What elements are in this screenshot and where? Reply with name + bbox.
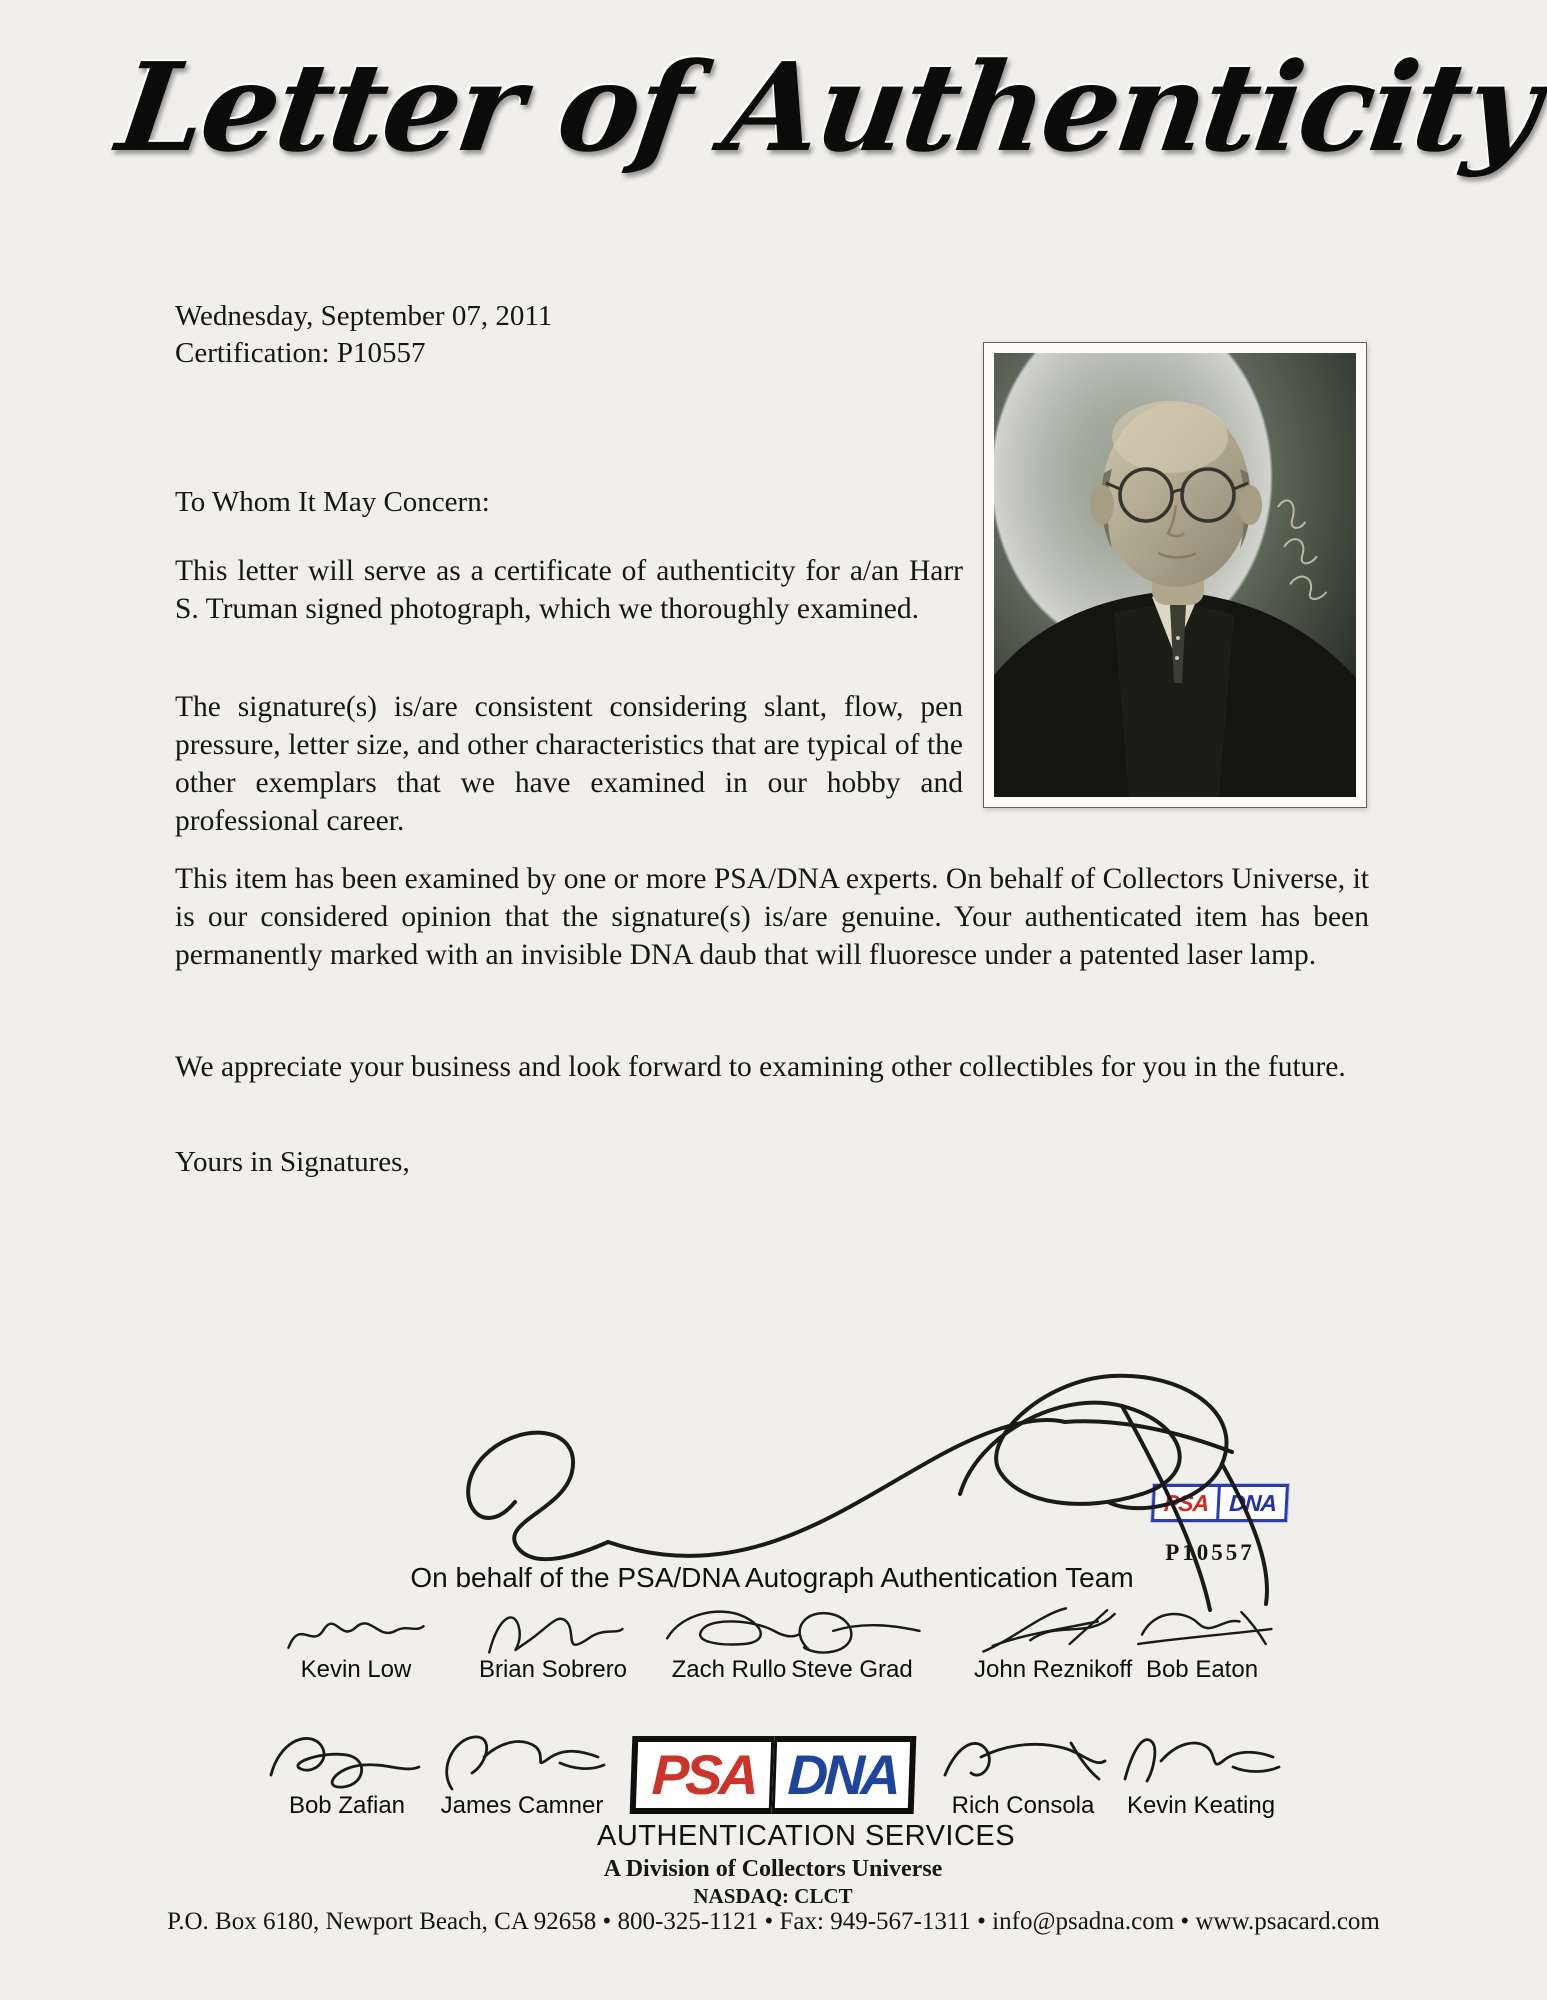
page-title: Letter of Authenticity xyxy=(109,35,1547,179)
team-member-james-camner xyxy=(427,1722,617,1820)
team-member-kevin-keating xyxy=(1106,1722,1296,1820)
member-name-label: Kevin Low xyxy=(300,1656,412,1683)
psa-dna-logo xyxy=(597,1736,949,1814)
member-signature-scribble xyxy=(933,1722,1113,1796)
date-certification-block xyxy=(175,298,552,372)
member-signature-scribble xyxy=(1127,1598,1277,1660)
collectors-universe-division-label: A Division of Collectors Universe xyxy=(603,1856,943,1882)
date-line: Wednesday, September 07, 2011 xyxy=(175,300,553,332)
member-name-label: Rich Consola xyxy=(951,1792,1095,1819)
team-member-kevin-low xyxy=(281,1598,431,1684)
stamp-cert-number: P10557 xyxy=(1165,1540,1255,1565)
closing-line: Yours in Signatures, xyxy=(175,1146,410,1178)
member-name-label: Bob Zafian xyxy=(288,1792,406,1819)
psa-dna-logo-block xyxy=(597,1736,1016,1909)
footer-contact-line: P.O. Box 6180, Newport Beach, CA 92658 • 800-325-1121 • Fax: 949-567-1311 • info@psadna.com • www.psacard.com xyxy=(167,1908,1380,1935)
certification-line: Certification: P10557 xyxy=(175,337,426,369)
member-signature-scribble xyxy=(974,1598,1124,1660)
team-member-bob-eaton xyxy=(1127,1598,1277,1684)
on-behalf-line: On behalf of the PSA/DNA Autograph Authentication Team xyxy=(410,1562,1134,1593)
team-member-rich-consola xyxy=(928,1722,1118,1820)
member-signature-scribble xyxy=(478,1598,628,1660)
member-signature-scribble xyxy=(281,1598,431,1660)
psa-dna-stamp xyxy=(1151,1484,1289,1522)
paragraph-examination-opinion: This item has been examined by one or more PSA/DNA experts. On behalf of Collectors Universe, it is our considered opinion that the signature(s) is/are genuine. Your authenticated item has been permanently marked with an invisible DNA daub that will fluoresce under a patented laser lamp. xyxy=(175,863,1369,971)
logo-psa-label: PSA xyxy=(630,1736,775,1814)
paragraph-thank-you: We appreciate your business and look forward to examining other collectibles for you in the future. xyxy=(175,1051,1346,1083)
member-signature-scribble xyxy=(1111,1722,1291,1796)
team-member-brian-sobrero xyxy=(478,1598,628,1684)
stamp-psa-label: PSA xyxy=(1154,1487,1221,1519)
nasdaq-label: NASDAQ: CLCT xyxy=(693,1884,853,1908)
truman-portrait-photo xyxy=(983,342,1367,808)
member-name-label: Bob Eaton xyxy=(1145,1656,1259,1683)
member-name-label: James Camner xyxy=(440,1792,604,1819)
member-name-label: Steve Grad xyxy=(791,1656,913,1683)
truman-portrait-illustration xyxy=(994,353,1356,797)
salutation-line: To Whom It May Concern: xyxy=(175,486,490,518)
authentication-services-label: AUTHENTICATION SERVICES xyxy=(597,1820,1016,1852)
member-signature-scribble xyxy=(257,1722,437,1796)
member-signature-scribble xyxy=(432,1722,612,1796)
member-name-label: Kevin Keating xyxy=(1126,1792,1276,1819)
logo-dna-label: DNA xyxy=(772,1736,917,1814)
member-name-label: Zach Rullo xyxy=(671,1656,787,1683)
team-member-john-reznikoff xyxy=(974,1598,1133,1684)
stamp-dna-label: DNA xyxy=(1228,1490,1277,1516)
member-name-label: John Reznikoff xyxy=(974,1656,1133,1683)
member-signature-scribble xyxy=(777,1598,927,1660)
paragraph-certificate: This letter will serve as a certificate of authenticity for a/an Harr S. Truman signed photograph, which we thoroughly examined. xyxy=(175,555,963,625)
member-name-label: Brian Sobrero xyxy=(478,1656,628,1683)
team-member-bob-zafian xyxy=(252,1722,442,1820)
team-member-steve-grad xyxy=(777,1598,927,1684)
paragraph-signature-consistency: The signature(s) is/are consistent considering slant, flow, pen pressure, letter size, and other characteristics that are typical of the other exemplars that we have examined in our hobby and professional career. xyxy=(175,691,963,837)
